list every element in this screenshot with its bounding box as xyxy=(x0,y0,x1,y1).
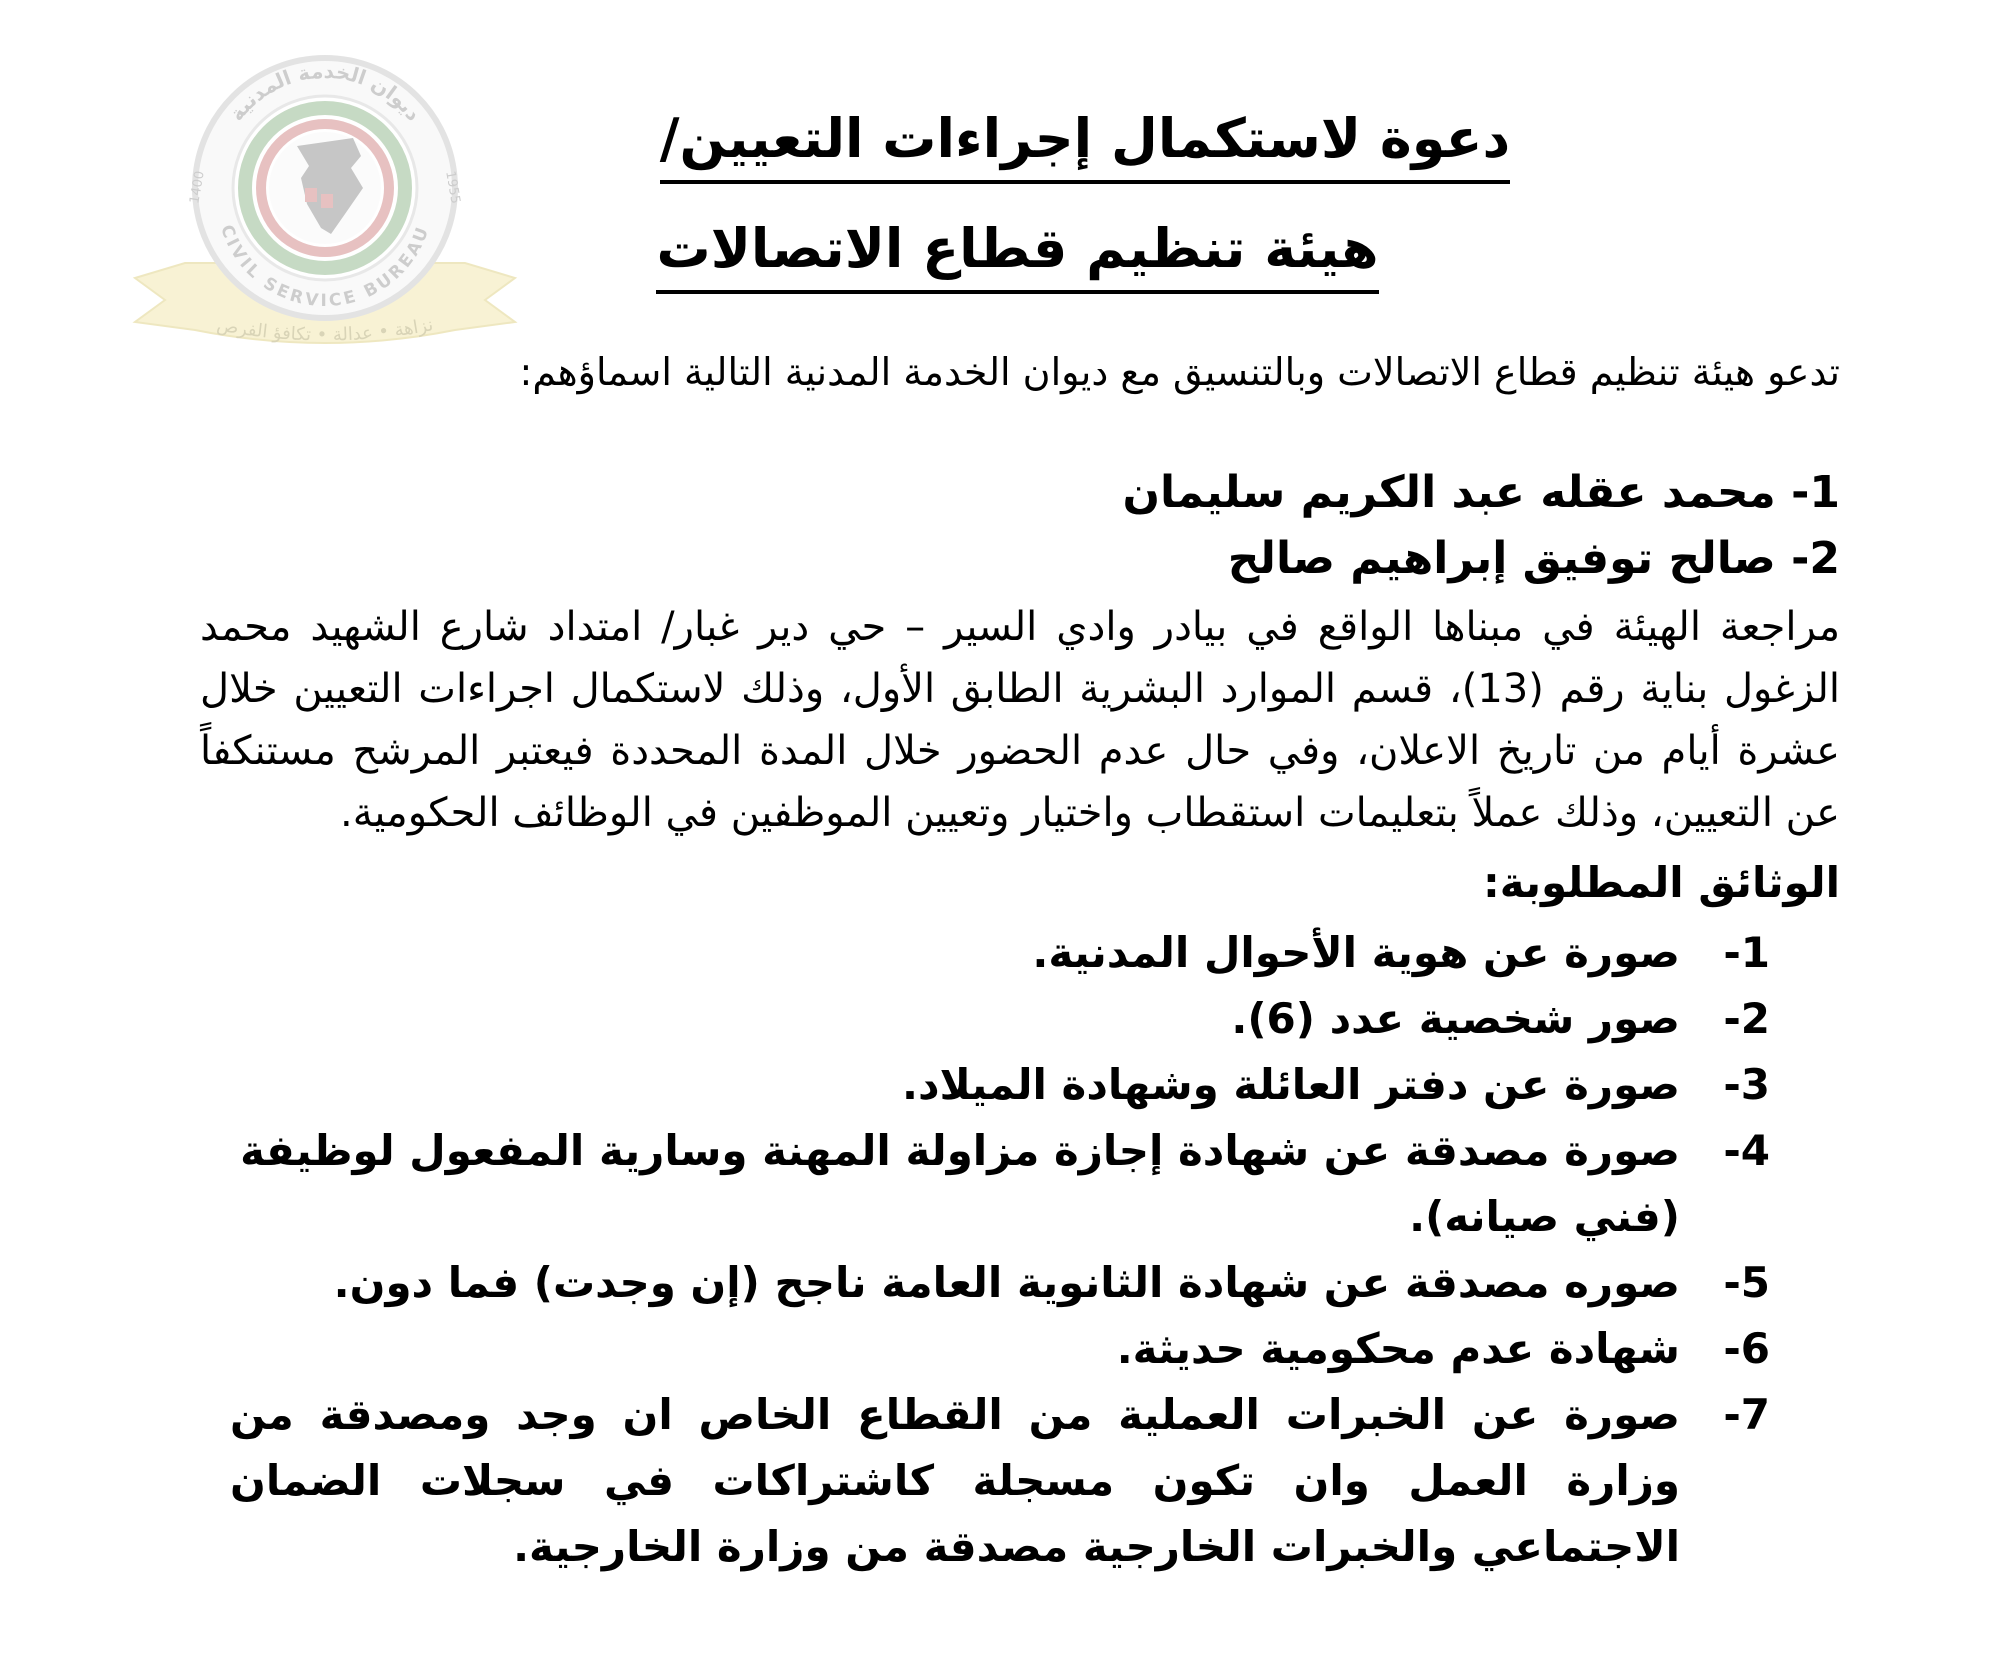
seal-english-name: CIVIL SERVICE BUREAU xyxy=(216,222,434,312)
list-item xyxy=(210,986,1770,1052)
list-item-number: 6- xyxy=(1723,1324,1770,1373)
list-item xyxy=(210,1250,1770,1316)
page-title xyxy=(0,107,2000,170)
required-documents-heading: الوثائق المطلوبة: xyxy=(1482,858,1840,907)
candidate-name: 2- صالح توفيق إبراهيم صالح xyxy=(1227,533,1840,584)
candidate-names-list xyxy=(340,460,1840,592)
instructions-paragraph: مراجعة الهيئة في مبناها الواقع في بيادر وادي السير – حي دير غبار/ امتداد شارع الشهيد محمد الزغول بناية رقم (13)، قسم الموارد البشرية الطابق الأول، وذلك لاستكمال اجراءات التعيين خلال عشرة أيام من تاريخ الاعلان، وفي حال عدم الحضور خلال المدة المحددة فيعتبر المرشح مستنكفاً عن التعيين، وذلك عملاً بتعليمات استقطاب واختيار وتعيين الموظفين في الوظائف الحكومية. xyxy=(200,604,1841,836)
list-item-number: 5- xyxy=(1723,1258,1770,1307)
candidate-name: 1- محمد عقله عبد الكريم سليمان xyxy=(1122,467,1840,518)
list-item-text: شهادة عدم محكومية حديثة. xyxy=(1116,1324,1680,1373)
title-line-1: دعوة لاستكمال إجراءات التعيين/ xyxy=(660,107,1510,184)
list-item-text: صورة مصدقة عن شهادة إجازة مزاولة المهنة وسارية المفعول لوظيفة (فني صيانه). xyxy=(240,1126,1680,1241)
list-item xyxy=(210,1316,1770,1382)
list-item-number: 2- xyxy=(1723,994,1770,1043)
seal-year-left: 1400 xyxy=(187,169,208,205)
required-documents-list xyxy=(210,920,1770,1580)
list-item xyxy=(210,1382,1770,1580)
list-item-number: 7- xyxy=(1723,1390,1770,1439)
list-item xyxy=(210,1052,1770,1118)
list-item xyxy=(210,1118,1770,1250)
list-item-text: صوره مصدقة عن شهادة الثانوية العامة ناجح (إن وجدت) فما دون. xyxy=(333,1258,1680,1307)
intro-paragraph: تدعو هيئة تنظيم قطاع الاتصالات وبالتنسيق مع ديوان الخدمة المدنية التالية اسماؤهم: xyxy=(519,350,1840,394)
list-item-text: صورة عن الخبرات العملية من القطاع الخاص ان وجد ومصدقة من وزارة العمل وان تكون مسجلة كاشتراكات في سجلات الضمان الاجتماعي والخبرات الخارجية مصدقة من وزارة الخارجية. xyxy=(230,1390,1680,1571)
civil-service-bureau-seal-icon xyxy=(125,38,525,358)
title-line-2: هيئة تنظيم قطاع الاتصالات xyxy=(656,217,1378,294)
list-item-text: صور شخصية عدد (6). xyxy=(1231,994,1680,1043)
list-item-number: 3- xyxy=(1723,1060,1770,1109)
seal-year-right: 1955 xyxy=(442,169,463,205)
seal-arabic-name: ديوان الخدمة المدنية xyxy=(224,58,426,126)
list-item xyxy=(210,920,1770,986)
seal-motto: نزاهة • عدالة • تكافؤ الفرص xyxy=(215,314,435,346)
page-subtitle xyxy=(0,217,2000,280)
list-item-number: 4- xyxy=(1723,1126,1770,1175)
list-item-text: صورة عن دفتر العائلة وشهادة الميلاد. xyxy=(902,1060,1680,1109)
list-item-text: صورة عن هوية الأحوال المدنية. xyxy=(1032,928,1680,977)
list-item-number: 1- xyxy=(1723,928,1770,977)
